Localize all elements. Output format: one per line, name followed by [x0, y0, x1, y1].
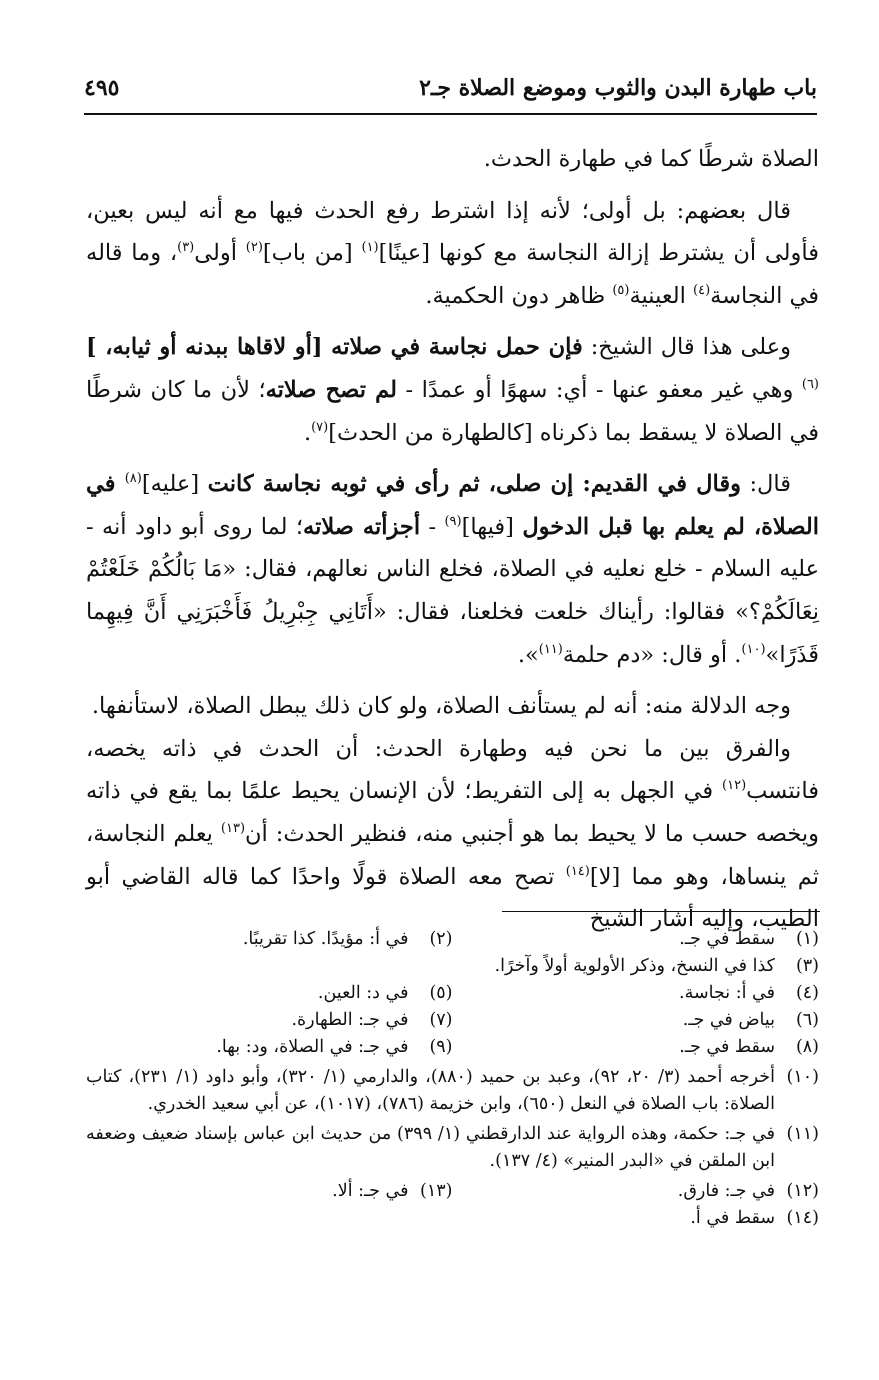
footnote-text: في أ: نجاسة.: [679, 983, 775, 1003]
footnote-5: [86, 980, 453, 1007]
footnote-text: في جـ: فارق.: [677, 1181, 775, 1201]
footnote-number: (٨): [795, 1037, 819, 1057]
footnote-ref-2: (٢): [245, 240, 263, 256]
footnote-number: (٩): [429, 1037, 453, 1057]
footnote-14: [86, 1205, 819, 1232]
p3-matn-b: لم تصح صلاته: [265, 376, 397, 403]
p2-text-a: قال بعضهم: بل أولى؛ لأنه إذا اشترط رفع الحدث فيها مع أنه ليس بعين، فأولى أن يشترط إزالة النجاسة مع كونها [عينًا]: [86, 197, 819, 267]
footnote-text: سقط في أ.: [690, 1208, 775, 1228]
footnote-number: (٦): [795, 1010, 819, 1030]
p4-text-f: -: [420, 513, 445, 540]
footnote-text: سقط في جـ.: [679, 1037, 775, 1057]
footnote-number: (٢): [429, 929, 453, 949]
p6-text-d: تصح معه الصلاة قولًا واحدًا كما قاله القاضي أبو الطيب، وإليه أشار الشيخ: [86, 863, 819, 933]
footnote-ref-14: (١٤): [565, 863, 590, 879]
footnote-ref-7: (٧): [311, 419, 329, 435]
footnote-ref-11: (١١): [538, 641, 563, 657]
footnote-ref-12: (١٢): [722, 778, 747, 794]
p2-text-c: أولى: [194, 240, 246, 267]
footnote-number: (١٤): [786, 1208, 819, 1228]
footnote-text: في جـ: في الصلاة، ود: بها.: [216, 1037, 409, 1057]
p2-text-b: [من باب]: [262, 240, 362, 267]
footnote-text: بياض في جـ.: [682, 1010, 775, 1030]
main-text: [86, 138, 819, 941]
footnote-row: [86, 980, 819, 1007]
footnote-6: [453, 1007, 820, 1034]
footnote-text: في جـ: الطهارة.: [291, 1010, 409, 1030]
p2-text-f: ظاهر دون الحكمية.: [425, 282, 613, 309]
p4-matn-a: وقال في القديم: إن صلى، ثم رأى في ثوبه نجاسة كانت: [207, 471, 741, 498]
header-rule: [84, 113, 817, 115]
p2-text-d: ، وما قاله في النجاسة: [86, 240, 819, 309]
footnote-7: [86, 1007, 453, 1034]
footnote-text: في جـ: حكمة، وهذه الرواية عند الدارقطني (١/ ٣٩٩) من حديث ابن عباس بإسناد ضعيف وضعفه ابن الملقن في «البدر المنير» (٤/ ١٣٧).: [86, 1124, 776, 1171]
footnote-10: [86, 1064, 819, 1118]
footnote-ref-8: (٨): [124, 471, 142, 487]
p5-text: وجه الدلالة منه: أنه لم يستأنف الصلاة، ولو كان ذلك يبطل الصلاة، لاستأنفها.: [91, 693, 791, 720]
p6-text-b: في الجهل به إلى التفريط؛ لأن الإنسان يحيط علمًا بما يقع في ذاته ويخصه حسب ما لا يحيط بما هو أجنبي منه، فنظير الحدث: أن: [86, 778, 819, 847]
p4-matn-b: في الصلاة، لم يعلم بها قبل الدخول: [86, 471, 819, 540]
p4-text-e: [فيها]: [461, 513, 523, 540]
p2-text-e: العينية: [629, 282, 693, 309]
running-header: [84, 68, 817, 108]
p3-text-e: ؛ لأن ما كان شرطًا في الصلاة لا يسقط بما ذكرناه [كالطهارة من الحدث]: [86, 376, 819, 446]
p4-text-j: ».: [517, 641, 539, 668]
footnote-number: (١٢): [786, 1181, 819, 1201]
paragraph-2: [86, 190, 819, 318]
paragraph-1-text: الصلاة شرطًا كما في طهارة الحدث.: [483, 146, 819, 172]
p3-matn-a: فإن حمل نجاسة في صلاته [أو لاقاها ببدنه أو ثيابه، ]: [86, 334, 583, 361]
footnote-row: [86, 1007, 819, 1034]
chapter-title: باب طهارة البدن والثوب وموضع الصلاة جـ٢: [419, 75, 817, 101]
footnote-number: (١١): [786, 1124, 819, 1144]
footnote-ref-3: (٣): [177, 240, 195, 256]
p3-text-c: وهي غير معفو عنها - أي: سهوًا أو عمدًا -: [397, 376, 802, 403]
p4-text-a: قال:: [740, 471, 791, 498]
p4-matn-c: أجزأته صلاته: [303, 513, 421, 540]
footnote-ref-4: (٤): [693, 282, 711, 298]
footnote-number: (١٣): [420, 1181, 453, 1201]
footnote-12: [453, 1178, 820, 1205]
footnote-number: (٣): [795, 956, 819, 976]
footnote-2: [86, 926, 453, 953]
footnote-text: سقط في جـ.: [679, 929, 775, 949]
p6-text-a: والفرق بين ما نحن فيه وطهارة الحدث: أن الحدث في ذاته يخصه، فانتسب: [86, 735, 819, 805]
footnote-ref-13: (١٣): [220, 820, 246, 836]
footnote-number: (٥): [429, 983, 453, 1003]
footnote-number: (١): [795, 929, 819, 949]
footnote-ref-1: (١): [361, 240, 379, 256]
p4-text-c: [عليه]: [141, 471, 208, 498]
p3-text-f: .: [303, 419, 312, 446]
footnote-row: [86, 1178, 819, 1205]
footnote-13: [86, 1178, 453, 1205]
footnote-1: [453, 926, 820, 953]
footnote-text: في د: العين.: [317, 983, 409, 1003]
footnote-row: [86, 926, 819, 953]
page-number: ٤٩٥: [84, 75, 120, 101]
footnote-text: أخرجه أحمد (٣/ ٢٠، ٩٢)، وعبد بن حميد (٨٨٠)، والدارمي (١/ ٣٢٠)، وأبو داود (١/ ٢٣١)، كتاب الصلاة: باب الصلاة في النعل (٦٥٠)، وابن خزيمة (٧٨٦)، (١٠١٧)، عن أبي سعيد الخدري.: [86, 1067, 775, 1114]
footnote-separator: [502, 911, 820, 912]
footnote-9: [86, 1034, 453, 1061]
footnotes: [86, 926, 819, 1232]
p3-text-a: وعلى هذا قال الشيخ:: [582, 334, 791, 361]
paragraph-4: [86, 463, 819, 676]
footnote-ref-9: (٩): [444, 513, 462, 529]
footnote-ref-10: (١٠): [741, 641, 766, 657]
footnote-number: (١٠): [786, 1067, 819, 1087]
footnote-row: [86, 1034, 819, 1061]
footnote-ref-5: (٥): [612, 282, 630, 298]
footnote-ref-6: (٦): [801, 376, 819, 392]
footnote-11: [86, 1121, 819, 1175]
paragraph-5: [86, 685, 819, 728]
footnote-3: [86, 953, 819, 980]
p4-text-h: ؛ لما روى أبو داود أنه - عليه السلام - خلع نعليه في الصلاة، فخلع الناس نعالهم، فقال: «مَا بَالُكُمْ خَلَعْتُمْ نِعَالَكُمْ؟» فقالوا: رأيناك خلعت فخلعنا، فقال: «أَتَانِي جِبْرِيلُ فَأَخْبَرَنِي أَنَّ فِيهِما قَذَرًا»: [86, 513, 819, 668]
footnote-4: [453, 980, 820, 1007]
footnote-number: (٤): [795, 983, 819, 1003]
paragraph-6: [86, 728, 819, 941]
p6-text-c: يعلم النجاسة، ثم ينساها، وهو مما [لا]: [86, 820, 819, 890]
footnote-number: (٧): [429, 1010, 453, 1030]
footnote-text: كذا في النسخ، وذكر الأولوية أولاً وآخرًا.: [494, 956, 775, 976]
footnote-8: [453, 1034, 820, 1061]
p4-text-i: . أو قال: «دم حلمة: [562, 641, 742, 668]
footnote-text: في جـ: ألا.: [332, 1181, 409, 1201]
footnote-text: في أ: مؤيدًا. كذا تقريبًا.: [242, 929, 409, 949]
paragraph-1: [86, 138, 819, 181]
paragraph-3: [86, 326, 819, 454]
